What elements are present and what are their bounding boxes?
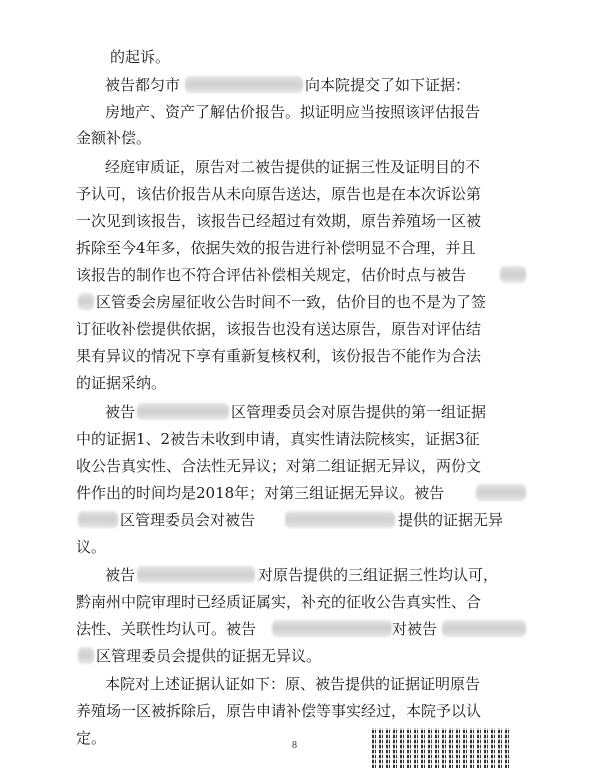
redaction-blur bbox=[78, 293, 94, 310]
line-text: 的起诉。 bbox=[110, 48, 171, 66]
line-text: 议。 bbox=[76, 538, 107, 556]
redaction-blur bbox=[272, 620, 392, 637]
line-text: 金额补偿。 bbox=[76, 129, 152, 147]
line-text: 本院对上述证据认证如下：原、被告提供的证据证明原告 bbox=[105, 675, 481, 693]
line-text: 一次见到该报告，该报告已经超过有效期，原告养殖场一区被 bbox=[76, 212, 482, 230]
line-text: 对被告 bbox=[392, 620, 438, 638]
line-text: 订征收补偿提供依据，该报告也没有送达原告，原告对评估结 bbox=[76, 320, 482, 338]
line-text: 予认可，该估价报告从未向原告送达，原告也是在本次诉讼第 bbox=[76, 185, 482, 203]
line-text: 养殖场一区被拆除后，原告申请补偿等事实经过，本院予以认 bbox=[76, 702, 482, 720]
line-text: 中的证据1、2被告未收到申请，真实性请法院核实，证据3征 bbox=[76, 430, 480, 448]
line-text: 收公告真实性、合法性无异议；对第二组证据无异议，两份文 bbox=[76, 457, 482, 475]
line-text: 被告都匀市 bbox=[105, 76, 181, 94]
line-text: 黔南州中院审理时已经质证属实，补充的征收公告真实性、合 bbox=[76, 593, 482, 611]
line-text: 向本院提交了如下证据： bbox=[305, 76, 471, 94]
line-text: 果有异议的情况下享有重新复核权利，该份报告不能作为合法 bbox=[76, 347, 482, 365]
line-text: 区管委会房屋征收公告时间不一致，估价目的也不是为了签 bbox=[96, 293, 487, 311]
redaction-blur bbox=[185, 76, 303, 93]
redaction-blur bbox=[137, 403, 229, 420]
redaction-blur bbox=[442, 620, 526, 637]
redaction-blur bbox=[476, 484, 526, 501]
text-line bbox=[0, 48, 596, 66]
line-text: 经庭审质证，原告对二被告提供的证据三性及证明目的不 bbox=[105, 158, 481, 176]
page-number: 8 bbox=[292, 740, 297, 751]
line-text: 法性、关联性均认可。被告 bbox=[76, 620, 257, 638]
line-text: 区管理委员会对原告提供的第一组证据 bbox=[231, 403, 487, 421]
redaction-blur bbox=[500, 266, 526, 283]
line-text: 该报告的制作也不符合评估补偿相关规定，估价时点与被告 bbox=[76, 266, 467, 284]
line-text: 拆除至今4年多，依据失效的报告进行补偿明显不合理，并且 bbox=[76, 239, 476, 257]
line-text: 区管理委员会提供的证据无异议。 bbox=[96, 647, 322, 665]
barcode-overlay bbox=[372, 728, 512, 768]
redaction-blur bbox=[285, 511, 395, 528]
line-text: 对原告提供的三组证据三性均认可， bbox=[258, 566, 499, 584]
redaction-blur bbox=[137, 566, 255, 583]
line-text: 提供的证据无异 bbox=[398, 511, 504, 529]
line-text: 的证据采纳。 bbox=[76, 374, 167, 392]
redaction-blur bbox=[78, 647, 94, 664]
line-text: 定。 bbox=[76, 729, 107, 747]
line-text: 被告 bbox=[105, 403, 136, 421]
line-text: 件作出的时间均是2018年；对第三组证据无异议。被告 bbox=[76, 484, 445, 502]
line-text: 区管理委员会对被告 bbox=[120, 511, 256, 529]
line-text: 房地产、资产了解估价报告。拟证明应当按照该评估报告 bbox=[105, 103, 481, 121]
redaction-blur bbox=[78, 511, 118, 528]
line-text: 被告 bbox=[105, 566, 136, 584]
